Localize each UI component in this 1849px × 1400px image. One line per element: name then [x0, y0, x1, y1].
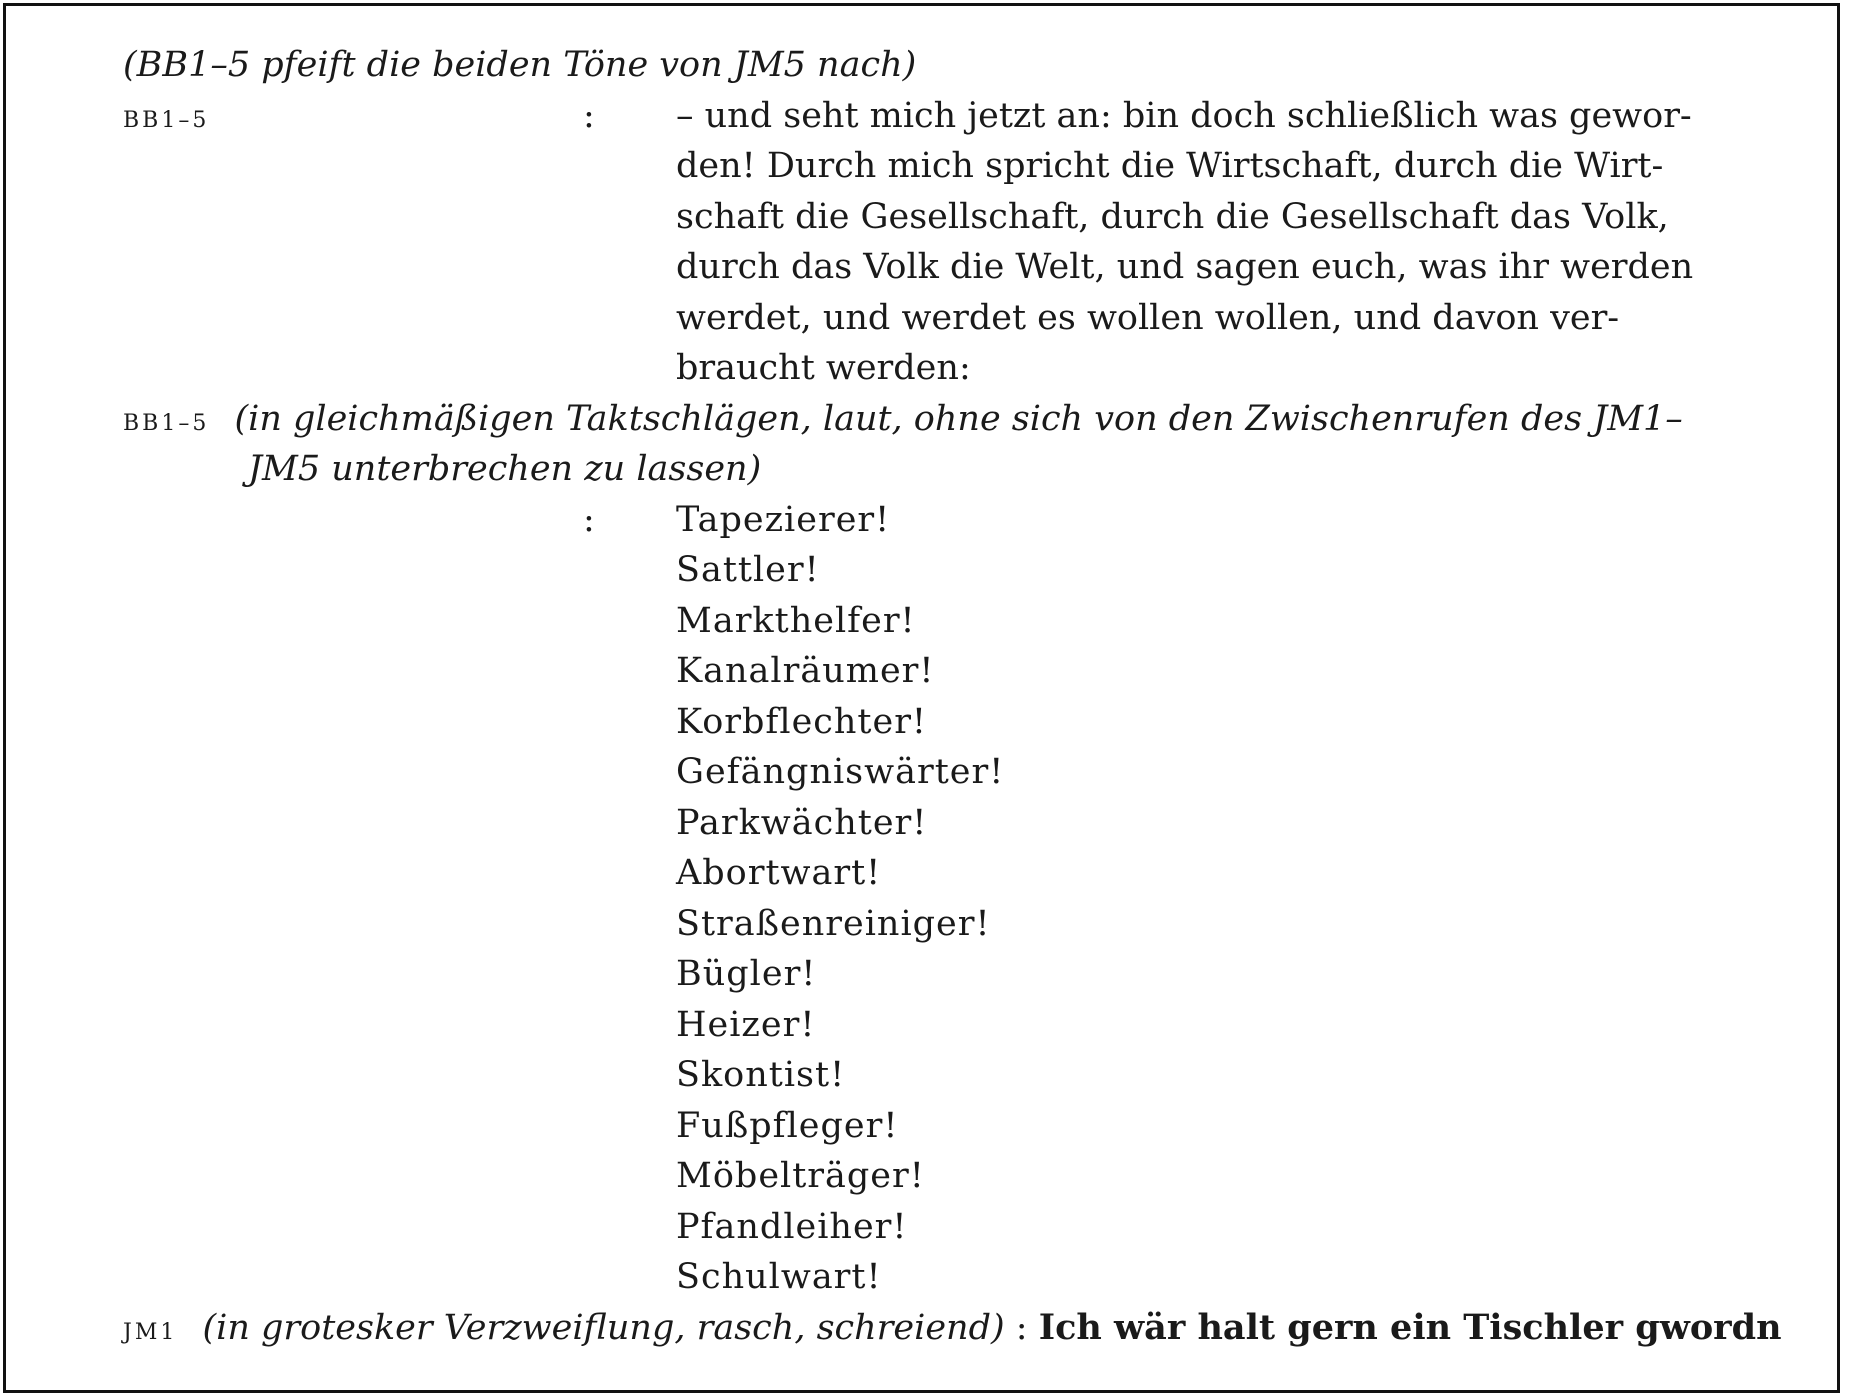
stage-direction-text: (BB1–5 pfeift die beiden Töne von JM5 nach)	[123, 45, 917, 85]
speech-text-line: werdet, und werdet es wollen wollen, und davon ver-	[676, 297, 1620, 338]
list-item	[123, 596, 1663, 647]
speech-text-line: – und seht mich jetzt an: bin doch schließlich was gewor-	[676, 95, 1692, 136]
occupation-text: Heizer!	[676, 1004, 816, 1045]
occupation-text: Möbelträger!	[676, 1156, 925, 1196]
occupation-text: Bügler!	[676, 954, 817, 994]
list-item	[123, 697, 1663, 748]
speech-colon: :	[583, 499, 596, 540]
speech-direction-line	[123, 444, 1663, 495]
list-item	[123, 1202, 1663, 1253]
speech-colon: :	[583, 95, 595, 136]
speech-line	[123, 343, 1663, 394]
occupation-text: Gefängniswärter!	[676, 752, 1005, 792]
list-item	[123, 1252, 1663, 1303]
speech-text-line: schaft die Gesellschaft, durch die Gesellschaft das Volk,	[676, 196, 1669, 237]
list-item	[123, 747, 1663, 798]
speech-colon: :	[1015, 1307, 1028, 1348]
speech-line	[123, 293, 1663, 344]
occupation-text: Parkwächter!	[676, 802, 928, 843]
occupation-text: Markthelfer!	[676, 600, 916, 641]
speech-line	[123, 141, 1663, 192]
list-item	[123, 1000, 1663, 1051]
list-item	[123, 646, 1663, 697]
speaker-label: BB1–5	[123, 410, 210, 436]
list-item	[123, 949, 1663, 1000]
occupation-text: Sattler!	[676, 550, 820, 590]
list-item	[123, 1101, 1663, 1152]
occupation-text: Fußpfleger!	[676, 1105, 899, 1146]
list-item	[123, 1050, 1663, 1101]
speech-text-line: braucht werden:	[676, 348, 971, 388]
stage-direction-text: JM5 unterbrechen zu lassen)	[248, 449, 762, 489]
occupation-text: Straßenreiniger!	[676, 903, 991, 944]
speech-block-2	[123, 394, 1683, 1303]
document-page	[123, 40, 1782, 1353]
speech-text-line: durch das Volk die Welt, und sagen euch, was ihr werden	[676, 247, 1694, 287]
occupation-text: Abortwart!	[676, 853, 882, 893]
stage-direction-text: (in grotesker Verzweiflung, rasch, schreiend)	[202, 1307, 1005, 1348]
list-item	[123, 848, 1663, 899]
speech-line	[123, 242, 1694, 293]
occupation-text: Skontist!	[676, 1055, 846, 1095]
list-item	[123, 495, 1663, 546]
speech-direction-line	[123, 394, 1683, 445]
occupation-text: Kanalräumer!	[676, 651, 935, 691]
occupation-text: Tapezierer!	[676, 499, 891, 540]
list-item	[123, 1151, 1663, 1202]
speech-block-1	[123, 91, 1694, 394]
speaker-label: BB1–5	[123, 107, 210, 133]
speech-line	[123, 192, 1669, 243]
speech-text-line: den! Durch mich spricht die Wirtschaft, durch die Wirt-	[676, 146, 1664, 186]
stage-direction-text: (in gleichmäßigen Taktschlägen, laut, ohne sich von den Zwischenrufen des JM1–	[234, 398, 1683, 439]
occupation-text: Korbflechter!	[676, 701, 927, 742]
occupation-text: Pfandleiher!	[676, 1206, 908, 1247]
stage-direction	[123, 40, 1663, 91]
list-item	[123, 899, 1663, 950]
list-item	[123, 798, 1663, 849]
list-item	[123, 545, 1663, 596]
speech-block-3	[123, 1303, 1782, 1354]
speech-line	[123, 91, 1692, 142]
speaker-label: JM1	[123, 1319, 178, 1345]
occupation-text: Schulwart!	[676, 1257, 882, 1297]
speech-text: Ich wär halt gern ein Tischler gwordn	[1038, 1306, 1782, 1348]
